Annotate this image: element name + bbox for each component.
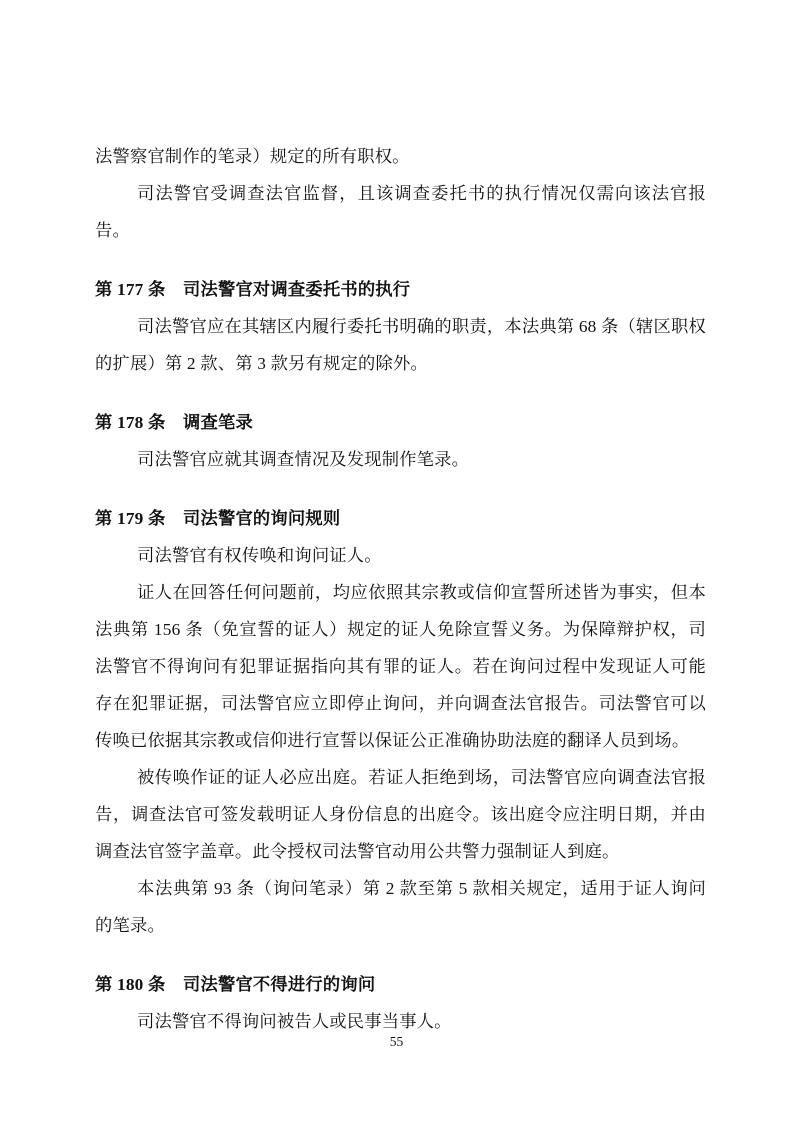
continuation-paragraph: 法警察官制作的笔录）规定的所有职权。 (95, 147, 410, 166)
article-180 (95, 966, 706, 1040)
paragraph: 司法警官应就其调查情况及发现制作笔录。 (137, 450, 470, 469)
article-180-heading: 第 180 条 司法警官不得进行的询问 (95, 975, 376, 994)
paragraph: 被传唤作证的证人必应出庭。若证人拒绝到场，司法警官应向调查法官报告，调查法官可签发载明证人身份信息的出庭令。该出庭令应注明日期，并由调查法官签字盖章。此令授权司法警官动用公共警力强制证人到庭。 (95, 768, 706, 861)
paragraph: 本法典第 93 条（询问笔录）第 2 款至第 5 款相关规定，适用于证人询问的笔录。 (95, 879, 706, 935)
paragraph: 司法警官受调查法官监督，且该调查委托书的执行情况仅需向该法官报告。 (95, 184, 706, 240)
paragraph: 司法警官应在其辖区内履行委托书明确的职责，本法典第 68 条（辖区职权的扩展）第 2 款、第 3 款另有规定的除外。 (95, 317, 706, 373)
page-footer (0, 1032, 793, 1052)
article-179-heading: 第 179 条 司法警官的询问规则 (95, 509, 341, 528)
paragraph: 司法警官有权传唤和询问证人。 (137, 546, 382, 565)
article-177 (95, 271, 706, 382)
article-178-heading: 第 178 条 调查笔录 (95, 413, 253, 432)
paragraph: 证人在回答任何问题前，均应依照其宗教或信仰宣誓所述皆为事实，但本法典第 156 条（免宣誓的证人）规定的证人免除宣誓义务。为保障辩护权，司法警官不得询问有犯罪证据指向其有罪的证人。若在询问过程中发现证人可能存在犯罪证据，司法警官应立即停止询问，并向调查法官报告。司法警官可以传唤已依据其宗教或信仰进行宣誓以保证公正准确协助法庭的翻译人员到场。 (95, 583, 706, 750)
article-177-heading: 第 177 条 司法警官对调查委托书的执行 (95, 280, 411, 299)
paragraph: 司法警官不得询问被告人或民事当事人。 (137, 1012, 452, 1031)
page-number: 55 (389, 1034, 404, 1049)
article-178 (95, 404, 706, 478)
article-179 (95, 500, 706, 944)
